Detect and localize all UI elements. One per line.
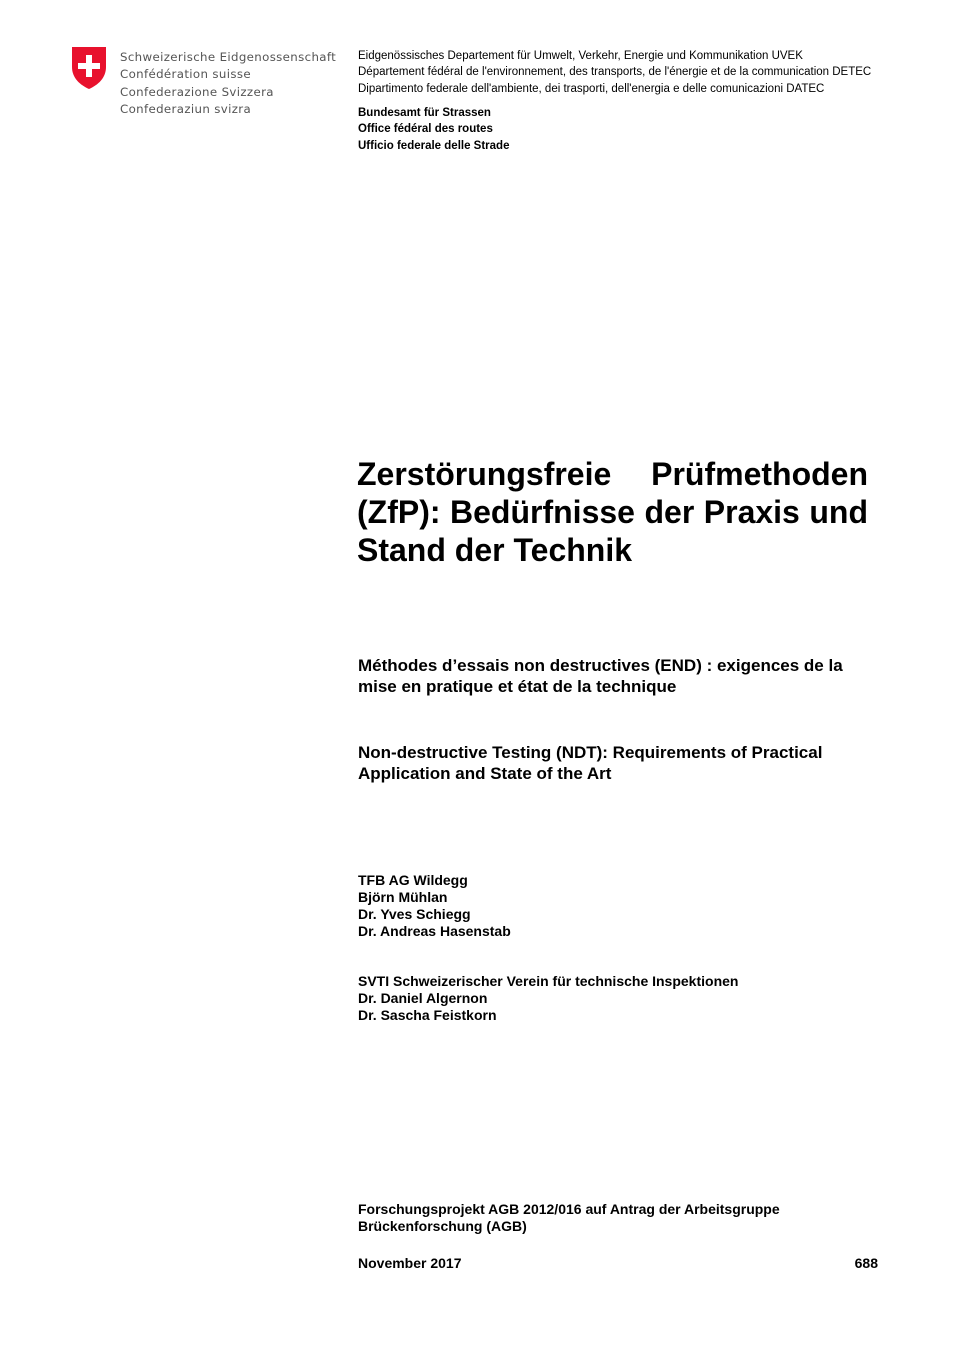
confederation-name-de: Schweizerische Eidgenossenschaft (120, 50, 337, 64)
swiss-shield-icon (71, 46, 107, 90)
office-line-de: Bundesamt für Strassen (358, 107, 491, 119)
research-project: Forschungsprojekt AGB 2012/016 auf Antrag der Arbeitsgruppe Brückenforschung (AGB) (358, 1201, 780, 1234)
author-name: Björn Mühlan (358, 889, 448, 905)
subtitle-english: Non-destructive Testing (NDT): Requirements of Practical Application and State of the Art (358, 743, 823, 783)
author-name: Dr. Andreas Hasenstab (358, 923, 511, 939)
department-block (358, 48, 871, 97)
author-group-tfb (358, 872, 511, 940)
publication-date: November 2017 (358, 1255, 462, 1271)
department-line-de: Eidgenössisches Departement für Umwelt, Verkehr, Energie und Kommunikation UVEK (358, 50, 803, 62)
author-group-svti (358, 973, 738, 1024)
author-name: Dr. Sascha Feistkorn (358, 1007, 497, 1023)
author-name: Dr. Daniel Algernon (358, 990, 488, 1006)
subtitle-french: Méthodes d’essais non destructives (END) : exigences de la mise en pratique et état de la technique (358, 656, 843, 696)
office-block (358, 105, 509, 154)
report-number: 688 (854, 1255, 878, 1271)
author-name: Dr. Yves Schiegg (358, 906, 471, 922)
confederation-names (120, 49, 336, 118)
department-line-it: Dipartimento federale dell'ambiente, dei trasporti, dell'energia e delle comunicazioni DATEC (358, 82, 825, 95)
office-line-fr: Office fédéral des routes (358, 123, 493, 136)
department-line-fr: Département fédéral de l'environnement, des transports, de l'énergie et de la communication DETEC (358, 66, 872, 79)
author-organization: TFB AG Wildegg (358, 872, 468, 888)
confederation-name-rm: Confederaziun svizra (120, 101, 252, 116)
office-line-it: Ufficio federale delle Strade (358, 139, 510, 152)
confederation-name-fr: Confédération suisse (120, 67, 251, 82)
confederation-name-it: Confederazione Svizzera (120, 84, 274, 99)
author-organization: SVTI Schweizerischer Verein für technische Inspektionen (358, 973, 739, 989)
document-title: Zerstörungsfreie Prüfmethoden (ZfP): Bedürfnisse der Praxis und Stand der Technik (357, 456, 868, 568)
